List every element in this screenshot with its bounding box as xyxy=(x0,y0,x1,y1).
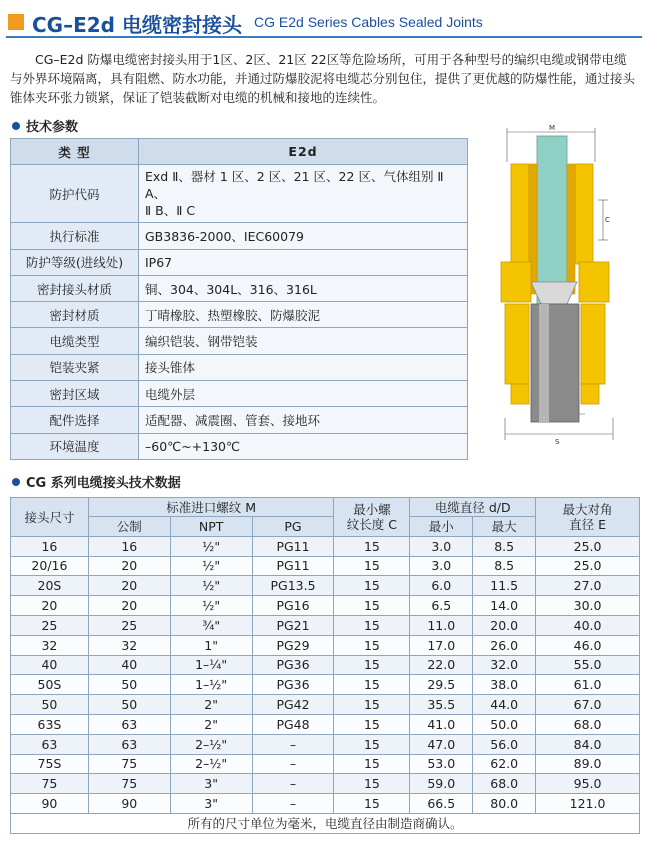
cell-min-length: 15 xyxy=(334,734,410,754)
spec-value: –60℃~+130℃ xyxy=(139,433,468,459)
table-row xyxy=(11,576,640,596)
cell-size: 16 xyxy=(11,536,89,556)
cell-dia-min: 59.0 xyxy=(410,774,473,794)
cell-pg: – xyxy=(252,754,334,774)
col-header-corner xyxy=(536,498,640,537)
cell-min-length: 15 xyxy=(334,536,410,556)
spec-heading-text: 技术参数 xyxy=(26,120,79,135)
cell-dia-max: 8.5 xyxy=(473,536,536,556)
cell-size: 75 xyxy=(11,774,89,794)
cell-metric: 16 xyxy=(88,536,170,556)
spec-label: 密封材质 xyxy=(11,302,139,328)
spec-label: 密封区域 xyxy=(11,381,139,407)
cell-dia-min: 6.5 xyxy=(410,596,473,616)
footnote: 所有的尺寸单位为毫米，电缆直径由制造商确认。 xyxy=(11,813,640,833)
cell-dia-max: 38.0 xyxy=(473,675,536,695)
cell-pg: PG16 xyxy=(252,596,334,616)
cable-sheath xyxy=(531,304,579,422)
cell-npt: 2–½" xyxy=(170,754,252,774)
cell-pg: PG36 xyxy=(252,675,334,695)
cell-npt: ½" xyxy=(170,596,252,616)
spec-header-label: 类 型 xyxy=(11,139,139,165)
cell-size: 25 xyxy=(11,615,89,635)
col-header-min-length-line: 纹长度 C xyxy=(346,516,397,532)
col-header-min-length xyxy=(334,498,410,537)
page-subtitle: CG E2d Series Cables Sealed Joints xyxy=(254,14,483,30)
cell-size: 20 xyxy=(11,596,89,616)
spec-label: 密封接头材质 xyxy=(11,275,139,301)
cell-corner: 25.0 xyxy=(536,556,640,576)
cable-gland-diagram xyxy=(495,122,623,447)
intro-paragraph: CG–E2d 防爆电缆密封接头用于1区、2区、21区 22区等危险场所，可用于各种型号的编织电缆或钢带电缆与外界环境隔离，具有阻燃、防水功能，并通过防爆胶泥将电缆芯分别包住，提供了更优越的防爆性能，通过接头锥体夹环张力锁紧，保证了铠装截断对电缆的机械和接地的连续性。 xyxy=(10,52,636,105)
table-row xyxy=(11,675,640,695)
cell-corner: 30.0 xyxy=(536,596,640,616)
spec-value xyxy=(139,165,468,223)
spec-label: 铠装夹紧 xyxy=(11,354,139,380)
table-row xyxy=(11,635,640,655)
cell-metric: 50 xyxy=(88,675,170,695)
cell-dia-max: 8.5 xyxy=(473,556,536,576)
footnote-row xyxy=(11,813,640,833)
spec-value: 电缆外层 xyxy=(139,381,468,407)
cell-metric: 32 xyxy=(88,635,170,655)
cell-min-length: 15 xyxy=(334,615,410,635)
cell-metric: 40 xyxy=(88,655,170,675)
col-header-cable-dia: 电缆直径 d/D xyxy=(410,498,536,517)
cell-corner: 84.0 xyxy=(536,734,640,754)
spec-row xyxy=(11,165,468,223)
bullet-icon xyxy=(12,122,20,130)
cell-pg: – xyxy=(252,794,334,814)
cell-dia-max: 44.0 xyxy=(473,695,536,715)
spec-row xyxy=(11,354,468,380)
spec-label: 防护等级(进线处) xyxy=(11,249,139,275)
spec-value-line: Exd Ⅱ、器材 1 区、2 区、21 区、22 区、气体组别 Ⅱ A、 xyxy=(145,169,444,202)
cell-npt: 1–¼" xyxy=(170,655,252,675)
spec-label: 环境温度 xyxy=(11,433,139,459)
cell-size: 20S xyxy=(11,576,89,596)
spec-label: 配件选择 xyxy=(11,407,139,433)
cell-min-length: 15 xyxy=(334,794,410,814)
cell-dia-max: 20.0 xyxy=(473,615,536,635)
cell-npt: 2" xyxy=(170,695,252,715)
cell-dia-max: 50.0 xyxy=(473,714,536,734)
cell-dia-min: 17.0 xyxy=(410,635,473,655)
spec-header-row xyxy=(11,139,468,165)
dim-label-m: M xyxy=(549,124,556,132)
cell-npt: ½" xyxy=(170,576,252,596)
cell-size: 40 xyxy=(11,655,89,675)
bullet-icon xyxy=(12,478,20,486)
cell-corner: 55.0 xyxy=(536,655,640,675)
cell-metric: 63 xyxy=(88,734,170,754)
cell-pg: – xyxy=(252,734,334,754)
spec-label: 电缆类型 xyxy=(11,328,139,354)
cable-core xyxy=(537,136,567,306)
col-header-corner-line: 最大对角 xyxy=(562,501,613,517)
cell-dia-max: 14.0 xyxy=(473,596,536,616)
cell-size: 63S xyxy=(11,714,89,734)
cell-metric: 75 xyxy=(88,754,170,774)
cell-dia-max: 32.0 xyxy=(473,655,536,675)
dim-label-c: C xyxy=(605,216,610,224)
cable-sheath-highlight xyxy=(539,304,549,422)
cell-dia-min: 29.5 xyxy=(410,675,473,695)
cell-dia-min: 53.0 xyxy=(410,754,473,774)
orange-square-icon xyxy=(8,14,24,30)
col-header-max: 最大 xyxy=(473,517,536,537)
col-header-size: 接头尺寸 xyxy=(11,498,89,537)
cell-dia-max: 80.0 xyxy=(473,794,536,814)
col-header-min: 最小 xyxy=(410,517,473,537)
cell-dia-min: 11.0 xyxy=(410,615,473,635)
data-table xyxy=(10,497,640,834)
cell-metric: 20 xyxy=(88,596,170,616)
cell-min-length: 15 xyxy=(334,695,410,715)
cell-min-length: 15 xyxy=(334,655,410,675)
spec-row xyxy=(11,328,468,354)
spec-value-line: Ⅱ B、Ⅱ C xyxy=(145,203,196,219)
spec-value: 编织铠装、钢带铠装 xyxy=(139,328,468,354)
dim-label-s: S xyxy=(555,438,560,446)
table-row xyxy=(11,714,640,734)
cell-corner: 27.0 xyxy=(536,576,640,596)
page-header xyxy=(6,8,642,38)
cell-npt: 2" xyxy=(170,714,252,734)
spec-heading xyxy=(12,116,78,135)
cell-corner: 68.0 xyxy=(536,714,640,734)
cell-npt: ½" xyxy=(170,536,252,556)
cell-size: 75S xyxy=(11,754,89,774)
cell-dia-max: 11.5 xyxy=(473,576,536,596)
cell-pg: PG36 xyxy=(252,655,334,675)
cell-corner: 95.0 xyxy=(536,774,640,794)
col-header-metric: 公制 xyxy=(88,517,170,537)
cell-metric: 20 xyxy=(88,556,170,576)
cell-metric: 63 xyxy=(88,714,170,734)
cell-pg: PG11 xyxy=(252,556,334,576)
spec-label: 防护代码 xyxy=(11,165,139,223)
spec-row xyxy=(11,407,468,433)
cell-metric: 75 xyxy=(88,774,170,794)
cell-dia-min: 22.0 xyxy=(410,655,473,675)
col-header-corner-line: 直径 E xyxy=(569,516,606,532)
page-title: CG–E2d 电缆密封接头 xyxy=(32,13,242,37)
cell-min-length: 15 xyxy=(334,714,410,734)
cell-dia-min: 35.5 xyxy=(410,695,473,715)
cell-size: 50S xyxy=(11,675,89,695)
table-row xyxy=(11,615,640,635)
cell-size: 50 xyxy=(11,695,89,715)
cell-corner: 67.0 xyxy=(536,695,640,715)
cell-metric: 90 xyxy=(88,794,170,814)
cell-metric: 25 xyxy=(88,615,170,635)
spec-value: GB3836-2000、IEC60079 xyxy=(139,223,468,249)
cell-size: 32 xyxy=(11,635,89,655)
cell-dia-min: 3.0 xyxy=(410,556,473,576)
data-heading xyxy=(12,472,181,491)
cell-corner: 121.0 xyxy=(536,794,640,814)
cell-pg: PG21 xyxy=(252,615,334,635)
cell-dia-max: 56.0 xyxy=(473,734,536,754)
cell-size: 20/16 xyxy=(11,556,89,576)
cell-npt: 1" xyxy=(170,635,252,655)
spec-row xyxy=(11,275,468,301)
table-row xyxy=(11,536,640,556)
spec-value: IP67 xyxy=(139,249,468,275)
cell-npt: 3" xyxy=(170,774,252,794)
spec-value: 适配器、减震圈、管套、接地环 xyxy=(139,407,468,433)
spec-header-value: E2d xyxy=(139,139,468,165)
cell-npt: 1–½" xyxy=(170,675,252,695)
spec-row xyxy=(11,249,468,275)
spec-row xyxy=(11,302,468,328)
cell-pg: PG48 xyxy=(252,714,334,734)
spec-row xyxy=(11,381,468,407)
col-header-min-length-line: 最小螺 xyxy=(353,501,391,517)
cell-metric: 50 xyxy=(88,695,170,715)
col-header-pg: PG xyxy=(252,517,334,537)
cell-size: 90 xyxy=(11,794,89,814)
spec-table xyxy=(10,138,468,460)
table-row xyxy=(11,695,640,715)
cell-pg: PG11 xyxy=(252,536,334,556)
table-row xyxy=(11,655,640,675)
cell-dia-max: 62.0 xyxy=(473,754,536,774)
cell-metric: 20 xyxy=(88,576,170,596)
data-header-row xyxy=(11,498,640,517)
cell-npt: ½" xyxy=(170,556,252,576)
cell-min-length: 15 xyxy=(334,635,410,655)
table-row xyxy=(11,794,640,814)
cell-min-length: 15 xyxy=(334,754,410,774)
cell-dia-min: 3.0 xyxy=(410,536,473,556)
table-row xyxy=(11,596,640,616)
cell-dia-max: 26.0 xyxy=(473,635,536,655)
spec-row xyxy=(11,223,468,249)
cell-corner: 89.0 xyxy=(536,754,640,774)
table-row xyxy=(11,734,640,754)
spec-value: 接头锥体 xyxy=(139,354,468,380)
data-table-body xyxy=(11,536,640,813)
cell-corner: 40.0 xyxy=(536,615,640,635)
spec-value: 铜、304、304L、316、316L xyxy=(139,275,468,301)
cell-min-length: 15 xyxy=(334,576,410,596)
cell-pg: PG13.5 xyxy=(252,576,334,596)
cell-min-length: 15 xyxy=(334,596,410,616)
data-heading-text: CG 系列电缆接头技术数据 xyxy=(26,476,181,491)
col-header-npt: NPT xyxy=(170,517,252,537)
cell-min-length: 15 xyxy=(334,774,410,794)
table-row xyxy=(11,556,640,576)
cell-pg: PG42 xyxy=(252,695,334,715)
cell-dia-min: 47.0 xyxy=(410,734,473,754)
cell-corner: 25.0 xyxy=(536,536,640,556)
spec-value: 丁晴橡胶、热塑橡胶、防爆胶泥 xyxy=(139,302,468,328)
table-row xyxy=(11,754,640,774)
col-header-thread: 标准进口螺纹 M xyxy=(88,498,334,517)
spec-row xyxy=(11,433,468,459)
cell-npt: 2–½" xyxy=(170,734,252,754)
cell-pg: PG29 xyxy=(252,635,334,655)
cell-dia-min: 41.0 xyxy=(410,714,473,734)
cell-dia-min: 66.5 xyxy=(410,794,473,814)
table-row xyxy=(11,774,640,794)
cell-dia-max: 68.0 xyxy=(473,774,536,794)
cell-size: 63 xyxy=(11,734,89,754)
cell-npt: 3" xyxy=(170,794,252,814)
cell-min-length: 15 xyxy=(334,556,410,576)
cell-min-length: 15 xyxy=(334,675,410,695)
cell-corner: 46.0 xyxy=(536,635,640,655)
cell-npt: ¾" xyxy=(170,615,252,635)
cell-pg: – xyxy=(252,774,334,794)
cell-corner: 61.0 xyxy=(536,675,640,695)
cell-dia-min: 6.0 xyxy=(410,576,473,596)
spec-label: 执行标准 xyxy=(11,223,139,249)
